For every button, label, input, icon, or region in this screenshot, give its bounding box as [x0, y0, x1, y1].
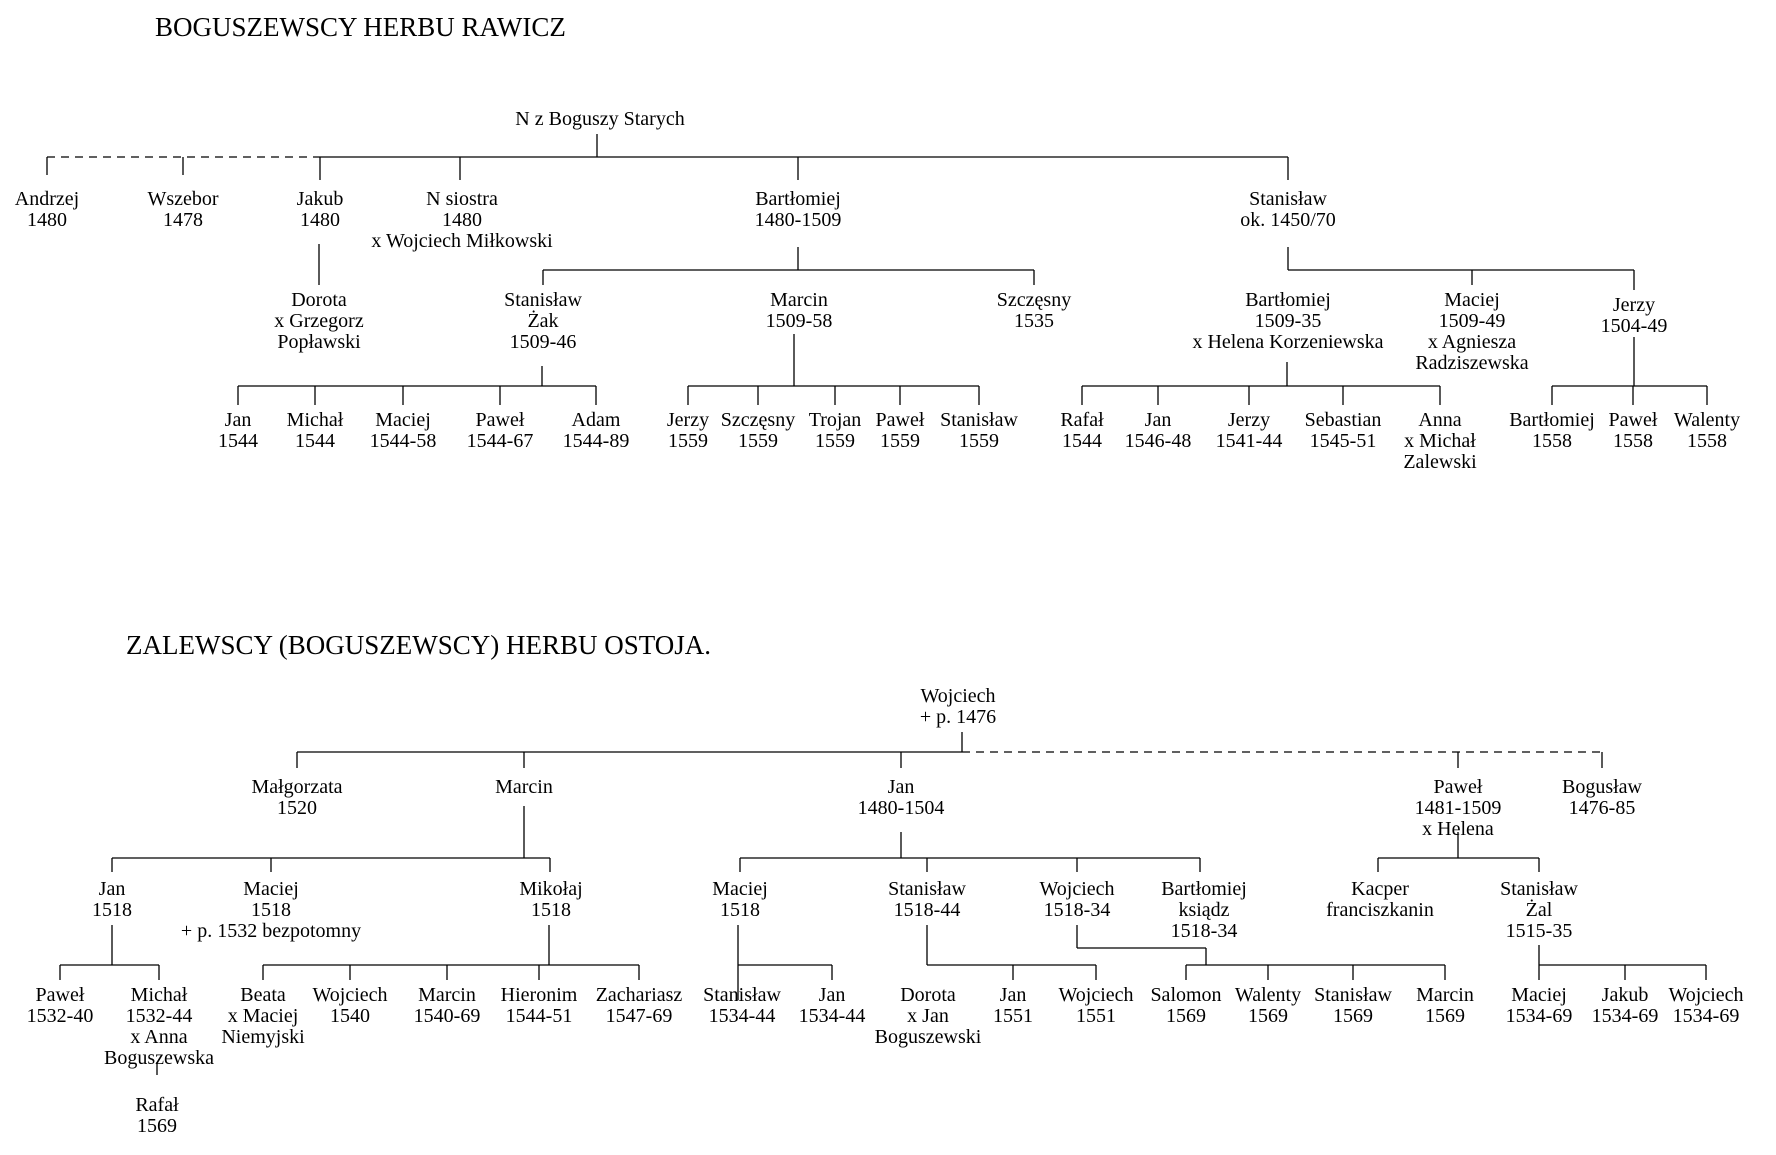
person-text-line: 1547-69: [605, 1005, 673, 1027]
person-text-line: Maciej: [375, 409, 431, 431]
person-text-line: 1509-46: [509, 331, 577, 353]
person-node-jan-z2: [92, 878, 132, 921]
person-text-line: Stanisław: [504, 289, 582, 311]
person-nodes: [15, 108, 1744, 1137]
person-node-stanislaw-zal: [1500, 878, 1578, 942]
person-text-line: ksiądz: [1178, 899, 1230, 921]
person-text-line: Boguszewska: [104, 1047, 214, 1069]
person-text-line: 1534-44: [798, 1005, 866, 1027]
person-text-line: N siostra: [426, 188, 498, 210]
person-text-line: Jakub: [1601, 984, 1649, 1006]
person-text-line: ok. 1450/70: [1240, 209, 1336, 231]
person-node-wszebor: [147, 188, 218, 231]
person-text-line: 1534-69: [1672, 1005, 1740, 1027]
person-text-line: Adam: [571, 409, 621, 431]
person-text-line: Jan: [887, 776, 915, 798]
person-text-line: + p. 1476: [919, 706, 997, 728]
person-text-line: 1544: [295, 430, 335, 452]
person-node-malgorzata: [251, 776, 342, 819]
person-text-line: Stanisław: [888, 878, 966, 900]
person-text-line: Maciej: [1444, 289, 1500, 311]
person-node-michal-z: [104, 984, 214, 1069]
person-text-line: Żal: [1525, 899, 1553, 921]
person-text-line: Walenty: [1234, 984, 1302, 1006]
person-text-line: Wojciech: [312, 984, 388, 1006]
person-node-jakub-z: [1592, 984, 1659, 1027]
person-node-maciej-z3: [1506, 984, 1573, 1027]
person-text-line: 1518-34: [1043, 899, 1111, 921]
person-text-line: Wojciech: [1039, 878, 1115, 900]
person-text-line: Stanisław: [1314, 984, 1392, 1006]
person-text-line: Mikołaj: [519, 878, 583, 900]
person-text-line: Dorota: [900, 984, 956, 1006]
person-text-line: Zachariasz: [595, 984, 683, 1006]
person-text-line: 1515-35: [1505, 920, 1573, 942]
person-text-line: Trojan: [808, 409, 862, 431]
person-text-line: Paweł: [475, 409, 525, 431]
person-node-jan-2: [1125, 409, 1192, 452]
person-node-salomon: [1150, 984, 1221, 1027]
person-text-line: Maciej: [243, 878, 299, 900]
person-text-line: 1558: [1613, 430, 1653, 452]
person-text-line: Jan: [1144, 409, 1172, 431]
person-node-stanislaw-2: [940, 409, 1018, 452]
person-node-michal-1: [287, 409, 344, 452]
person-node-jerzy-2: [667, 409, 709, 452]
person-text-line: N z Boguszy Starych: [515, 108, 685, 130]
person-text-line: 1509-58: [765, 310, 833, 332]
person-text-line: Walenty: [1673, 409, 1741, 431]
person-text-line: Radziszewska: [1415, 352, 1529, 374]
person-node-jan-z: [858, 776, 945, 819]
person-node-adam: [563, 409, 630, 452]
person-node-sebastian: [1305, 409, 1382, 452]
person-text-line: Żak: [527, 310, 559, 332]
person-text-line: Bogusław: [1562, 776, 1642, 798]
person-text-line: Maciej: [1511, 984, 1567, 1006]
person-text-line: 1559: [738, 430, 778, 452]
person-text-line: 1559: [959, 430, 999, 452]
person-text-line: 1569: [137, 1115, 177, 1137]
person-node-wojciech-z: [1039, 878, 1114, 921]
person-node-marcin-1: [766, 289, 833, 332]
person-node-stanislaw-zak: [504, 289, 582, 353]
person-node-pawel-3: [1609, 409, 1658, 452]
person-text-line: x Agniesza: [1427, 331, 1517, 353]
person-text-line: Stanisław: [1249, 188, 1327, 210]
person-node-jerzy-1: [1601, 294, 1668, 337]
person-text-line: Bartłomiej: [1161, 878, 1247, 900]
person-node-n-siostra: [371, 188, 553, 252]
person-text-line: 1544: [218, 430, 258, 452]
person-node-andrzej: [15, 188, 79, 231]
person-text-line: x Jan: [907, 1005, 949, 1027]
person-text-line: 1504-49: [1600, 315, 1668, 337]
person-text-line: 1534-69: [1591, 1005, 1659, 1027]
person-text-line: Sebastian: [1304, 409, 1382, 431]
person-node-maciej-1: [1415, 289, 1528, 374]
person-text-line: Jan: [98, 878, 126, 900]
person-node-bartlomiej-2: [1192, 289, 1383, 353]
tree-title-ostoja: ZALEWSCY (BOGUSZEWSCY) HERBU OSTOJA.: [126, 630, 712, 660]
person-node-wojciech-z2: [312, 984, 387, 1027]
person-text-line: 1476-85: [1568, 797, 1636, 819]
person-node-stanislaw-z3: [1314, 984, 1392, 1027]
person-text-line: 1551: [1076, 1005, 1116, 1027]
person-node-marcin-z: [495, 776, 553, 798]
person-node-walenty-1: [1674, 409, 1740, 452]
person-text-line: 1544-89: [562, 430, 630, 452]
person-text-line: Marcin: [495, 776, 553, 798]
person-text-line: Paweł: [875, 409, 925, 431]
person-text-line: 1569: [1166, 1005, 1206, 1027]
person-text-line: Andrzej: [14, 188, 80, 210]
person-text-line: Jan: [224, 409, 252, 431]
person-text-line: Stanisław: [1500, 878, 1578, 900]
person-node-pawel-1: [467, 409, 534, 452]
person-node-pawel-z: [1415, 776, 1502, 840]
person-node-beata: [221, 984, 305, 1048]
person-text-line: 1534-44: [708, 1005, 776, 1027]
person-text-line: Dorota: [291, 289, 347, 311]
person-node-jan-1: [218, 409, 258, 452]
person-text-line: Hieronim: [500, 984, 578, 1006]
person-text-line: Bartłomiej: [1245, 289, 1331, 311]
person-text-line: Zalewski: [1403, 451, 1477, 473]
person-text-line: 1535: [1014, 310, 1054, 332]
tree-title-rawicz: BOGUSZEWSCY HERBU RAWICZ: [155, 12, 566, 42]
person-text-line: 1541-44: [1215, 430, 1283, 452]
person-text-line: Marcin: [770, 289, 828, 311]
person-text-line: x Michał: [1404, 430, 1476, 452]
person-node-bartlomiej-3: [1509, 409, 1595, 452]
person-text-line: Jan: [818, 984, 846, 1006]
person-text-line: 1558: [1687, 430, 1727, 452]
person-node-dorota-1: [274, 289, 364, 353]
person-text-line: 1518: [251, 899, 291, 921]
person-text-line: Beata: [240, 984, 286, 1006]
person-node-hieronim: [501, 984, 578, 1027]
person-node-kacper: [1326, 878, 1434, 921]
person-text-line: 1534-69: [1505, 1005, 1573, 1027]
person-text-line: 1544: [1062, 430, 1102, 452]
person-node-jerzy-3: [1216, 409, 1283, 452]
person-text-line: Marcin: [418, 984, 476, 1006]
person-node-rafal-z: [135, 1094, 179, 1137]
person-node-bartlomiej-z: [1161, 878, 1247, 942]
person-node-mikolaj: [519, 878, 582, 921]
person-text-line: Jerzy: [1227, 409, 1271, 431]
person-text-line: Paweł: [1433, 776, 1483, 798]
person-text-line: 1518-34: [1170, 920, 1238, 942]
person-text-line: Jerzy: [1612, 294, 1656, 316]
person-text-line: 1520: [277, 797, 317, 819]
person-text-line: 1544-51: [505, 1005, 573, 1027]
person-text-line: Wojciech: [1058, 984, 1134, 1006]
person-text-line: 1480-1509: [754, 209, 842, 231]
person-node-jan-z3: [799, 984, 866, 1027]
person-text-line: 1532-40: [26, 1005, 94, 1027]
person-text-line: Salomon: [1150, 984, 1222, 1006]
person-node-zachariasz: [596, 984, 683, 1027]
person-text-line: Kacper: [1351, 878, 1409, 900]
person-node-maciej-2: [370, 409, 437, 452]
person-text-line: Boguszewski: [874, 1026, 982, 1048]
person-text-line: Stanisław: [703, 984, 781, 1006]
person-text-line: 1481-1509: [1414, 797, 1502, 819]
person-text-line: Anna: [1418, 409, 1462, 431]
person-node-n-boguszy: [515, 108, 684, 130]
person-text-line: 1569: [1248, 1005, 1288, 1027]
person-text-line: Rafał: [135, 1094, 179, 1116]
person-text-line: Michał: [286, 409, 344, 431]
person-text-line: x Helena Korzeniewska: [1192, 331, 1384, 353]
person-text-line: 1559: [880, 430, 920, 452]
person-text-line: Jerzy: [666, 409, 710, 431]
person-text-line: x Wojciech Miłkowski: [371, 230, 553, 252]
person-node-rafal-1: [1060, 409, 1104, 452]
person-node-szczesny-2: [721, 409, 795, 452]
person-text-line: x Maciej: [227, 1005, 299, 1027]
person-text-line: 1509-49: [1438, 310, 1506, 332]
person-text-line: 1480: [300, 209, 340, 231]
person-text-line: Małgorzata: [251, 776, 343, 798]
person-text-line: 1478: [163, 209, 203, 231]
person-text-line: x Anna: [130, 1026, 188, 1048]
person-node-jakub: [297, 188, 344, 231]
person-text-line: 1532-44: [125, 1005, 193, 1027]
person-node-boguslaw: [1562, 776, 1643, 819]
person-node-stanislaw-z2: [703, 984, 781, 1027]
person-node-wojciech-z3: [1058, 984, 1133, 1027]
person-node-szczesny-1: [997, 289, 1071, 332]
person-text-line: Bartłomiej: [755, 188, 841, 210]
person-text-line: x Helena: [1422, 818, 1494, 840]
person-text-line: Niemyjski: [221, 1026, 305, 1048]
person-node-pawel-2: [876, 409, 925, 452]
person-text-line: Jakub: [296, 188, 344, 210]
person-text-line: Wszebor: [147, 188, 219, 210]
person-text-line: Marcin: [1416, 984, 1474, 1006]
person-text-line: 1569: [1333, 1005, 1373, 1027]
person-node-marcin-z3: [1416, 984, 1474, 1027]
person-node-maciej-z: [181, 878, 361, 942]
person-node-pawel-z2: [27, 984, 94, 1027]
person-node-marcin-z2: [414, 984, 481, 1027]
person-text-line: 1518: [92, 899, 132, 921]
person-text-line: 1569: [1425, 1005, 1465, 1027]
person-text-line: Paweł: [35, 984, 85, 1006]
person-text-line: Paweł: [1608, 409, 1658, 431]
person-node-maciej-z2: [712, 878, 768, 921]
person-text-line: Rafał: [1060, 409, 1104, 431]
person-text-line: 1544-67: [466, 430, 534, 452]
person-node-anna-1: [1403, 409, 1477, 473]
person-text-line: Stanisław: [940, 409, 1018, 431]
person-text-line: 1518-44: [893, 899, 961, 921]
person-text-line: x Grzegorz: [274, 310, 364, 332]
person-node-bartlomiej-1: [755, 188, 842, 231]
person-text-line: 1546-48: [1124, 430, 1192, 452]
person-node-wojciech-root: [920, 685, 996, 728]
person-text-line: 1540-69: [413, 1005, 481, 1027]
person-node-stanislaw-1: [1240, 188, 1336, 231]
person-text-line: Szczęsny: [996, 289, 1072, 311]
person-text-line: 1559: [668, 430, 708, 452]
person-text-line: Wojciech: [1668, 984, 1744, 1006]
person-text-line: 1518: [531, 899, 571, 921]
person-text-line: 1558: [1532, 430, 1572, 452]
person-text-line: Michał: [130, 984, 188, 1006]
person-text-line: 1480-1504: [857, 797, 945, 819]
person-text-line: 1509-35: [1254, 310, 1322, 332]
person-text-line: 1480: [27, 209, 67, 231]
person-node-dorota-z: [875, 984, 982, 1048]
person-text-line: 1545-51: [1309, 430, 1377, 452]
person-text-line: 1518: [720, 899, 760, 921]
person-text-line: + p. 1532 bezpotomny: [180, 920, 362, 942]
person-text-line: Jan: [999, 984, 1027, 1006]
person-node-trojan: [809, 409, 862, 452]
person-node-jan-z4: [993, 984, 1033, 1027]
person-text-line: 1551: [993, 1005, 1033, 1027]
person-node-wojciech-z4: [1668, 984, 1743, 1027]
person-node-walenty-z: [1235, 984, 1301, 1027]
person-text-line: 1559: [815, 430, 855, 452]
person-text-line: Szczęsny: [720, 409, 796, 431]
person-text-line: Wojciech: [920, 685, 996, 707]
person-text-line: 1480: [442, 209, 482, 231]
person-text-line: 1544-58: [369, 430, 437, 452]
person-text-line: 1540: [330, 1005, 370, 1027]
person-text-line: Maciej: [712, 878, 768, 900]
person-node-stanislaw-z: [888, 878, 966, 921]
person-text-line: Bartłomiej: [1509, 409, 1595, 431]
person-text-line: Popławski: [277, 331, 361, 353]
person-text-line: franciszkanin: [1326, 899, 1434, 921]
